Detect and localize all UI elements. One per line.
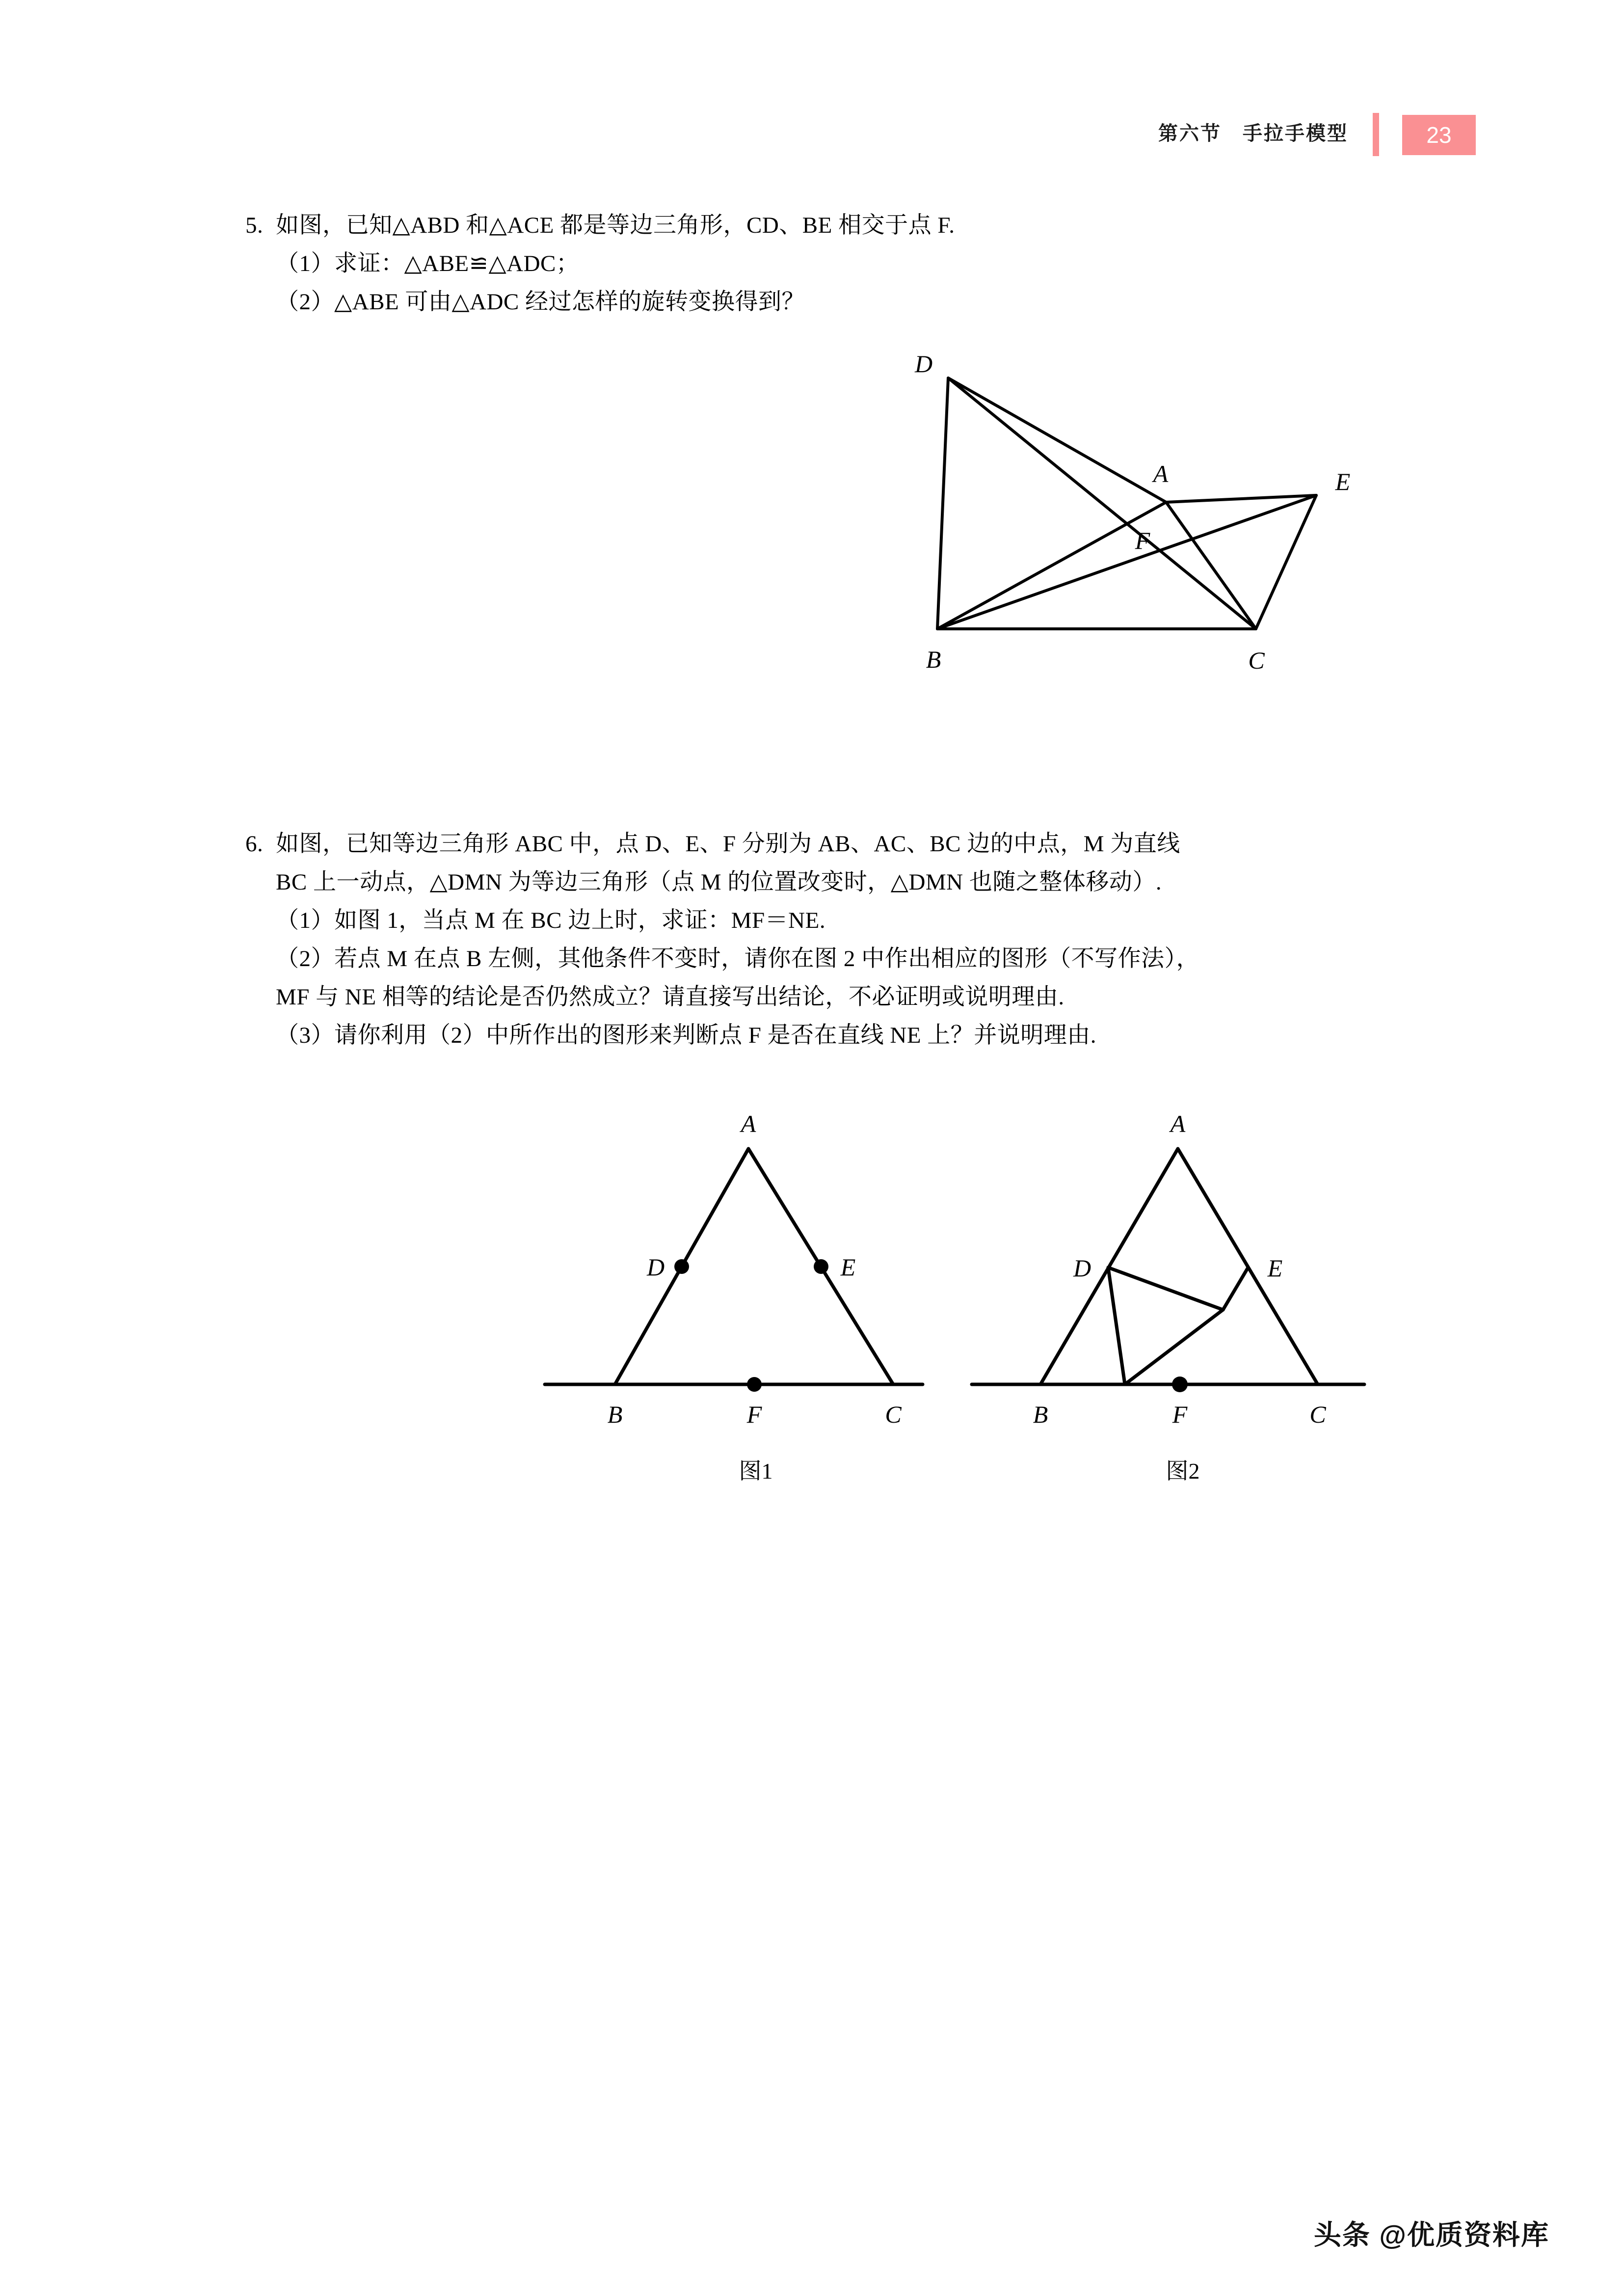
figure-2-label-A: A [1170,1110,1186,1137]
figure-1-point-E [814,1259,828,1274]
question-5-block [245,206,955,321]
figure-1-label-F: F [746,1401,762,1428]
question-5-diagram [913,350,1355,674]
question-6-text-3: （1）如图 1，当点 M 在 BC 边上时，求证：MF＝NE. [276,908,826,933]
question-6-text-2: BC 上一动点，△DMN 为等边三角形（点 M 的位置改变时，△DMN 也随之整体移动）. [276,869,1162,895]
figure-2-label-C: C [1309,1401,1326,1428]
figure-2-diagram [967,1110,1369,1484]
figure-2-point-F [1172,1377,1188,1392]
q5-label-F: F [1135,527,1150,554]
page-number-badge [1402,115,1476,155]
figure-1-label-D: D [646,1253,665,1281]
question-5-line-2 [245,244,955,283]
figure-1-diagram [535,1110,928,1484]
figure-2-label-D: D [1073,1254,1091,1282]
question-6-text-1: 如图，已知等边三角形 ABC 中，点 D、E、F 分别为 AB、AC、BC 边的中点，M 为直线 [276,831,1180,857]
question-6-line-6 [245,1016,1199,1054]
figure-1-point-D [674,1259,689,1274]
figure-2-label-E: E [1267,1254,1283,1282]
question-5-number: 5. [245,213,264,238]
question-6-line-1 [245,825,1199,863]
question-5-line-3 [245,283,955,321]
q5-label-B: B [926,646,941,673]
section-title: 第六节 手拉手模型 [1158,123,1348,144]
question-5-text-3: （2）△ABE 可由△ADC 经过怎样的旋转变换得到？ [276,289,805,315]
question-6-text-4: （2）若点 M 在点 B 左侧，其他条件不变时，请你在图 2 中作出相应的图形（不写作法）， [276,946,1200,972]
q5-label-A: A [1153,460,1169,487]
footer-watermark: 头条 @优质资料库 [1313,2219,1549,2250]
question-5-text-1: 如图，已知△ABD 和△ACE 都是等边三角形，CD、BE 相交于点 F. [276,213,955,238]
q5-label-D: D [914,350,933,378]
question-5-line-1 [245,206,955,244]
figure-1-label-C: C [885,1401,902,1428]
figure-2-caption: 图2 [1166,1459,1200,1484]
page-header [0,107,1623,166]
figure-2-label-F: F [1172,1401,1188,1428]
question-6-text-5: MF 与 NE 相等的结论是否仍然成立？请直接写出结论，不必证明或说明理由. [276,984,1064,1010]
figure-1-label-E: E [840,1253,856,1281]
question-6-text-6: （3）请你利用（2）中所作出的图形来判断点 F 是否在直线 NE 上？并说明理由. [276,1023,1097,1048]
q5-label-C: C [1248,647,1265,674]
question-6-number: 6. [245,831,264,857]
figure-1-label-B: B [607,1401,623,1428]
header-accent-bar [1373,113,1379,156]
figure-1-point-F [747,1377,762,1392]
question-6-line-3 [245,901,1199,940]
question-6-block [245,825,1199,1054]
question-5-text-2: （1）求证：△ABE≌△ADC； [276,251,580,276]
question-6-line-2 [245,863,1199,901]
figure-1-label-A: A [741,1110,756,1137]
question-6-line-5 [245,978,1199,1016]
page-number-text: 23 [1426,122,1452,148]
q5-label-E: E [1335,468,1351,495]
figure-2-label-B: B [1033,1401,1048,1428]
question-6-line-4 [245,940,1199,978]
figure-1-caption: 图1 [739,1459,773,1484]
